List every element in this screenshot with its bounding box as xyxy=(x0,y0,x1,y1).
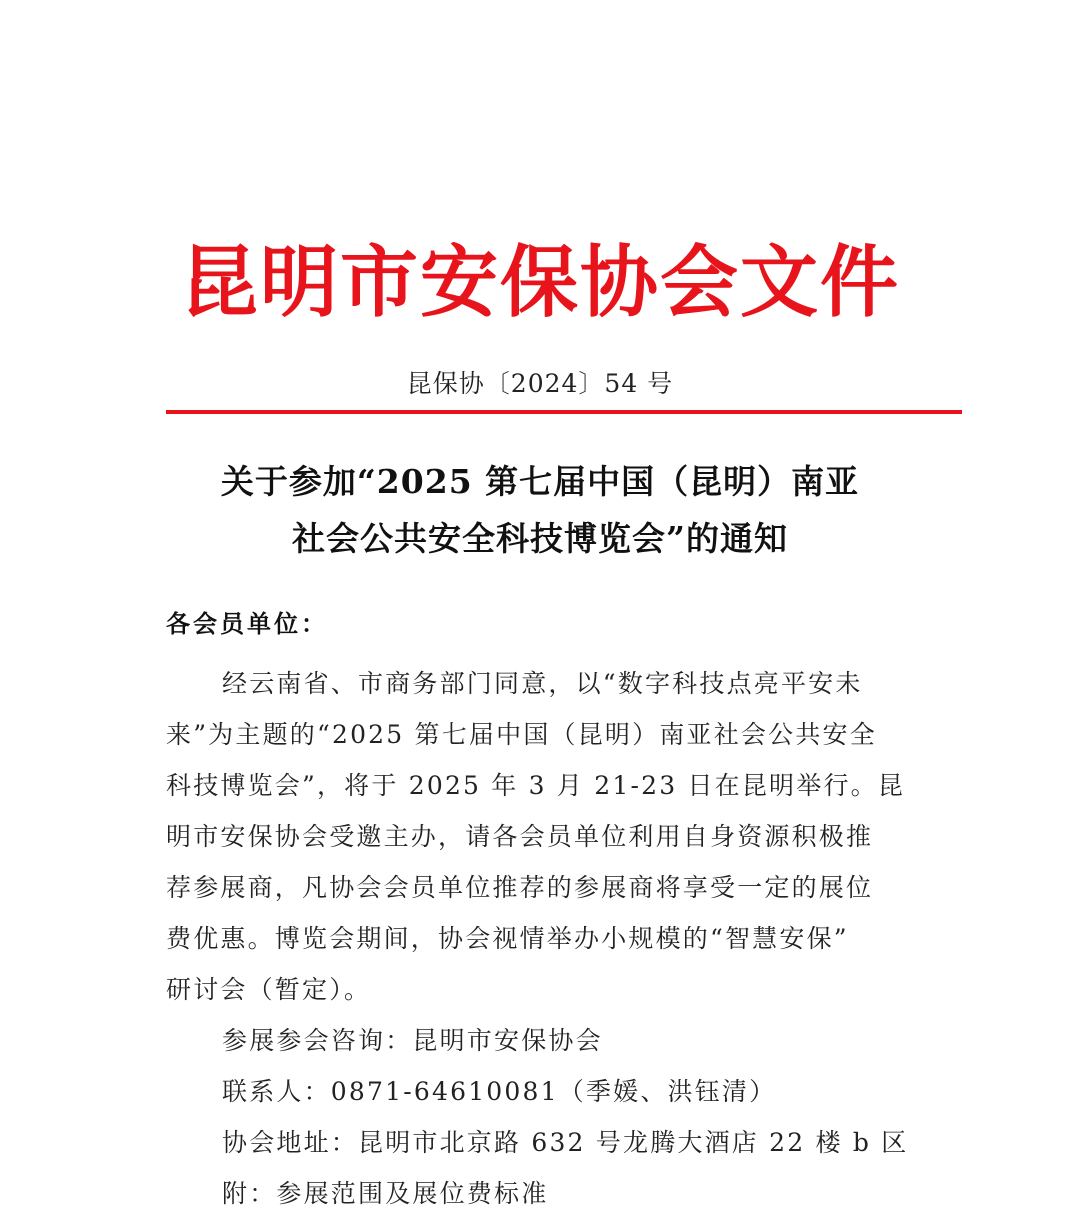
body-paragraph-line: 来”为主题的“2025 第七届中国（昆明）南亚社会公共安全 xyxy=(166,720,877,749)
red-divider-line xyxy=(166,410,962,414)
body-paragraph-line: 荐参展商，凡协会会员单位推荐的参展商将享受一定的展位 xyxy=(166,873,874,902)
issuer-header: 昆明市安保协会文件 xyxy=(179,237,900,328)
body-paragraph-line: 费优惠。博览会期间，协会视情举办小规模的“智慧安保” xyxy=(166,924,849,953)
document-number: 昆保协〔2024〕54 号 xyxy=(406,369,674,398)
salutation: 各会员单位： xyxy=(166,610,328,638)
body-paragraph-line: 明市安保协会受邀主办，请各会员单位利用自身资源积极推 xyxy=(166,822,874,851)
body-paragraph-line: 科技博览会”，将于 2025 年 3 月 21-23 日在昆明举行。昆 xyxy=(166,771,906,800)
attachment-line: 附：参展范围及展位费标准 xyxy=(222,1179,549,1208)
consultation-line: 参展参会咨询：昆明市安保协会 xyxy=(222,1026,603,1055)
notice-title-line-2: 社会公共安全科技博览会”的通知 xyxy=(292,519,788,558)
body-paragraph-line: 研讨会（暂定）。 xyxy=(166,975,372,1004)
address-line: 协会地址：昆明市北京路 632 号龙腾大酒店 22 楼 b 区 xyxy=(222,1128,909,1157)
notice-title-line-1: 关于参加“2025 第七届中国（昆明）南亚 xyxy=(220,462,860,501)
contact-person-line: 联系人：0871-64610081（季媛、洪钰清） xyxy=(222,1077,777,1106)
body-paragraph-line: 经云南省、市商务部门同意，以“数字科技点亮平安未 xyxy=(222,669,863,698)
